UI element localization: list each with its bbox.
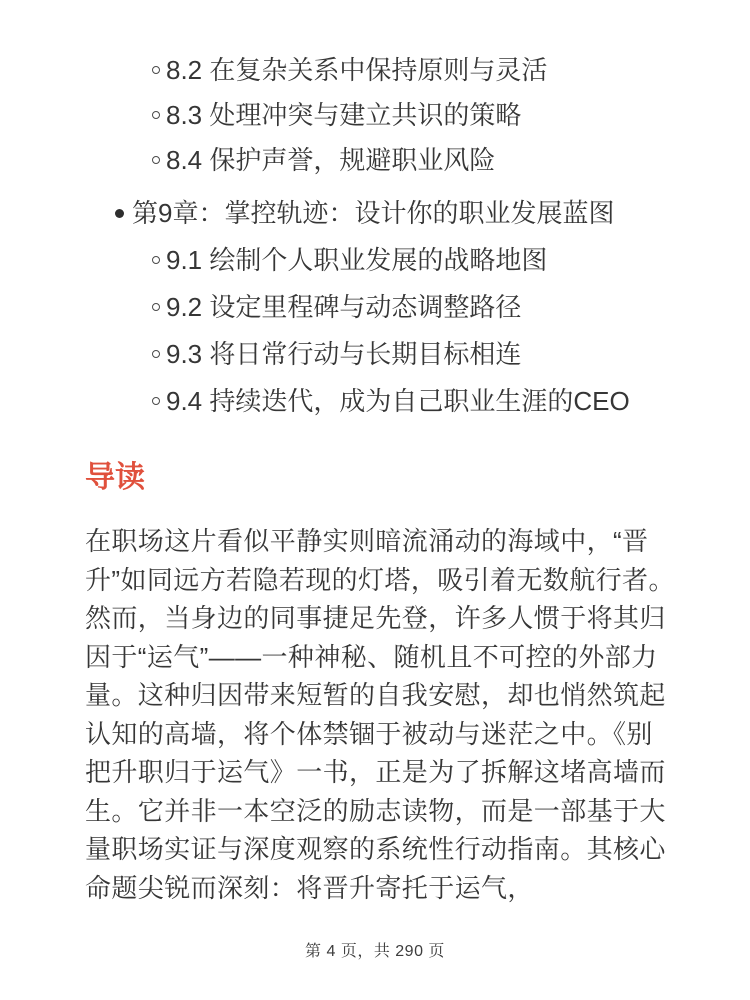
section-heading-daodu: 导读 (85, 461, 145, 494)
toc-sublist-chapter8 (85, 55, 675, 175)
toc-item-9-4 (85, 386, 675, 416)
page-number-footer: 第 4 页，共 290 页 (305, 943, 445, 960)
toc-item-9-2 (85, 292, 675, 322)
toc-item-9-3 (85, 339, 675, 369)
toc-item-8-4 (85, 145, 675, 175)
circle-bullet-icon (152, 156, 160, 164)
toc-item-chapter9 (85, 198, 675, 228)
toc-item-8-2 (85, 55, 675, 85)
circle-bullet-icon (152, 66, 160, 74)
toc-item-8-3 (85, 100, 675, 130)
toc-chapter-list (85, 198, 675, 228)
circle-bullet-icon (152, 350, 160, 358)
circle-bullet-icon (152, 303, 160, 311)
toc-item-label: 9.3 将日常行动与长期目标相连 (166, 339, 522, 369)
toc-item-label: 9.4 持续迭代，成为自己职业生涯的CEO (166, 386, 630, 416)
circle-bullet-icon (152, 111, 160, 119)
circle-bullet-icon (152, 256, 160, 264)
toc-item-9-1 (85, 245, 675, 275)
circle-bullet-icon (152, 397, 160, 405)
toc-item-label: 9.2 设定里程碑与动态调整路径 (166, 292, 522, 322)
toc-item-label: 8.4 保护声誉，规避职业风险 (166, 145, 496, 175)
toc-item-label: 8.2 在复杂关系中保持原则与灵活 (166, 55, 548, 85)
intro-paragraph: 在职场这片看似平静实则暗流涌动的海域中，“晋升”如同远方若隐若现的灯塔，吸引着无数航行者。然而，当身边的同事捷足先登，许多人惯于将其归因于“运气”——一种神秘、随机且不可控的外部力量。这种归因带来短暂的自我安慰，却也悄然筑起认知的高墙，将个体禁锢于被动与迷茫之中。《别把升职归于运气》一书，正是为了拆解这堵高墙而生。它并非一本空泛的励志读物，而是一部基于大量职场实证与深度观察的系统性行动指南。其核心命题尖锐而深刻：将晋升寄托于运气， (85, 526, 675, 903)
toc-chapter-label: 第9章：掌控轨迹：设计你的职业发展蓝图 (132, 198, 615, 228)
toc-sublist-chapter9 (85, 245, 675, 416)
toc-item-label: 8.3 处理冲突与建立共识的策略 (166, 100, 522, 130)
disc-bullet-icon (115, 209, 124, 218)
toc-item-label: 9.1 绘制个人职业发展的战略地图 (166, 245, 548, 275)
